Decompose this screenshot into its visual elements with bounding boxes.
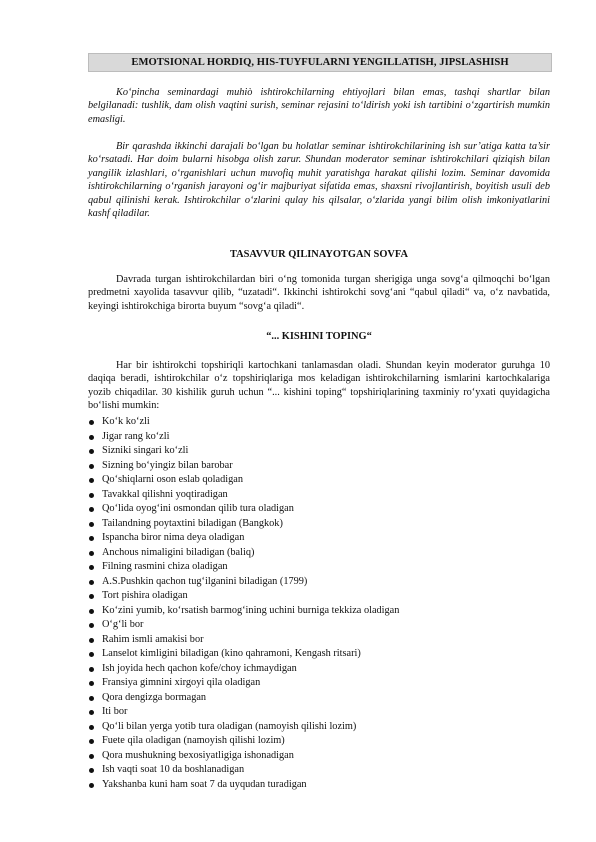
list-item (88, 705, 558, 720)
list-item (88, 473, 558, 488)
bullet-icon (89, 768, 94, 773)
list-item (88, 604, 558, 619)
list-item-text: Ish vaqti soat 10 da boshlanadigan (102, 764, 245, 775)
bullet-icon (89, 710, 94, 715)
list-item-text: Tailandning poytaxtini biladigan (Bangkok) (102, 517, 283, 529)
list-item (88, 676, 558, 691)
bullet-icon (89, 594, 94, 599)
list-item (88, 691, 558, 706)
list-item-text: Ispancha biror nima deya oladigan (102, 532, 245, 543)
bullet-icon (89, 522, 94, 527)
list-item-text: Ko‘zini yumib, ko‘rsatish barmog‘ining uchini burniga tekkiza oladigan (102, 604, 400, 616)
list-item (88, 662, 558, 677)
bullet-icon (89, 754, 94, 759)
list-item (88, 589, 558, 604)
list-item-text: Yakshanba kuni ham soat 7 da uyqudan turadigan (102, 778, 307, 790)
bullet-icon (89, 565, 94, 570)
list-item-text: Qo‘lida oyog‘ini osmondan qilib tura oladigan (102, 503, 294, 514)
list-item (88, 531, 558, 546)
list-item-text: Iti bor (102, 706, 128, 717)
bullet-icon (89, 696, 94, 701)
list-item (88, 734, 558, 749)
bullet-icon (89, 536, 94, 541)
list-item-text: Filning rasmini chiza oladigan (102, 561, 228, 572)
list-item-text: Ish joyida hech qachon kofe/choy ichmaydigan (102, 662, 297, 674)
list-item (88, 749, 558, 764)
bullet-icon (89, 507, 94, 512)
section-text-find-person: Har bir ishtirokchi topshiriqli kartochkani tanlamasdan oladi. Shundan keyin moderator guruhga 10 daqiqa beradi, ishtirokchilar o‘z topshiriqlariga mos keladigan ishtirokchilarning ismlarini kartochkalariga yozib chiqadilar. 30 kishilik guruh uchun “... kishini toping“ topshiriqlarining taxminiy ro‘yxati quyidagicha bo‘lishi mumkin: (88, 360, 550, 412)
list-item (88, 575, 558, 590)
section-text-imagined-gift: Davrada turgan ishtirokchilardan biri o‘ng tomonida turgan sherigiga unga sovg‘a qilmoqchi bo‘lgan predmetni xayolida tasavvur qilib, “uzatadi“. Ikkinchi ishtirokchi sovg‘ani “qabul qiladi“ va, o‘z navbatida, keyingi ishtirokchiga birorta buyum “sovg‘a qiladi“. (88, 274, 550, 312)
list-item (88, 502, 558, 517)
bullet-icon (89, 435, 94, 440)
bullet-icon (89, 623, 94, 628)
list-item-text: Qora dengizga bormagan (102, 691, 207, 703)
list-item-text: Sizniki singari ko‘zli (102, 445, 189, 456)
list-item (88, 517, 558, 532)
list-item (88, 459, 558, 474)
intro-paragraph-2: Bir qarashda ikkinchi darajali bo‘lgan bu holatlar seminar ishtirokchilarining ish sur’atiga katta ta’sir ko‘rsatadi. Har doim bularni hisobga olish zarur. Shundan moderator seminar ishtirokchilari qiziqish bilan yangilik izlashlari, o‘rganishlari uchun muvofiq muhit yaratishga harakat qilishi lozim. Seminar davomida ishtirokchilarning o‘rganish jarayoni og‘ir majburiyat sifatida emas, shaxsni rivojlantirish, boyitish usuli deb qabul qilinishi kerak. Ishtirokchilar o‘zlarini qulay his qilsalar, o‘zlarida yangi bilim olish imkoniyatlarini kashf qiladilar. (88, 141, 550, 220)
list-item-text: Tavakkal qilishni yoqtiradigan (102, 488, 228, 500)
list-item-text: Jigar rang ko‘zli (102, 430, 170, 442)
bullet-icon (89, 739, 94, 744)
list-item-text: Rahim ismli amakisi bor (102, 633, 204, 645)
list-item (88, 560, 558, 575)
list-item-text: Qo‘shiqlarni oson eslab qoladigan (102, 474, 243, 485)
list-item (88, 647, 558, 662)
list-item (88, 778, 558, 793)
intro-paragraph-1: Ko‘pincha seminardagi muhiò ishtirokchilarning ehtiyojlari bilan emas, tashqi shartlar bilan belgilanadi: tushlik, dam olish vaqtini surish, seminar rejasini to‘ldirish yoki ish tartibini o‘zgartirish mumkin emasligi. (88, 87, 550, 125)
list-item (88, 618, 558, 633)
list-item-text: Fransiya gimnini xirgoyi qila oladigan (102, 677, 261, 688)
bullet-icon (89, 783, 94, 788)
bullet-icon (89, 478, 94, 483)
list-item-text: Anchous nimaligini biladigan (baliq) (102, 546, 255, 558)
section-title-imagined-gift: TASAVVUR QILINAYOTGAN SOVFA (229, 249, 409, 260)
bullet-icon (89, 493, 94, 498)
bullet-icon (89, 420, 94, 425)
list-item-text: Ko‘k ko‘zli (102, 416, 150, 427)
list-item (88, 430, 558, 445)
bullet-icon (89, 725, 94, 730)
list-item-text: Tort pishira oladigan (102, 590, 188, 601)
list-item-text: Qo‘li bilan yerga yotib tura oladigan (namoyish qilishi lozim) (102, 720, 357, 732)
bullet-icon (89, 580, 94, 585)
list-item-text: O‘g‘li bor (102, 619, 144, 630)
list-item (88, 763, 558, 778)
list-item (88, 633, 558, 648)
bullet-icon (89, 652, 94, 657)
list-item (88, 488, 558, 503)
list-item-text: Qora mushukning bexosiyatligiga ishonadigan (102, 749, 294, 761)
list-item-text: Fuete qila oladigan (namoyish qilishi lozim) (102, 735, 285, 746)
bullet-icon (89, 551, 94, 556)
page-heading (88, 53, 552, 72)
list-item (88, 546, 558, 561)
bullet-icon (89, 464, 94, 469)
page-heading-text: EMOTSIONAL HORDIQ, HIS-TUYFULARNI YENGILLATISH, JIPSLASHISH (131, 57, 509, 68)
list-item (88, 415, 558, 430)
list-item-text: A.S.Pushkin qachon tug‘ilganini biladigan (1799) (102, 575, 308, 587)
task-list (88, 415, 558, 792)
bullet-icon (89, 609, 94, 614)
list-item (88, 720, 558, 735)
bullet-icon (89, 638, 94, 643)
bullet-icon (89, 681, 94, 686)
list-item-text: Lanselot kimligini biladigan (kino qahramoni, Kengash ritsari) (102, 648, 361, 659)
list-item-text: Sizning bo‘yingiz bilan barobar (102, 459, 233, 471)
section-title-find-person: “... KISHINI TOPING“ (266, 331, 372, 342)
bullet-icon (89, 667, 94, 672)
list-item (88, 444, 558, 459)
bullet-icon (89, 449, 94, 454)
